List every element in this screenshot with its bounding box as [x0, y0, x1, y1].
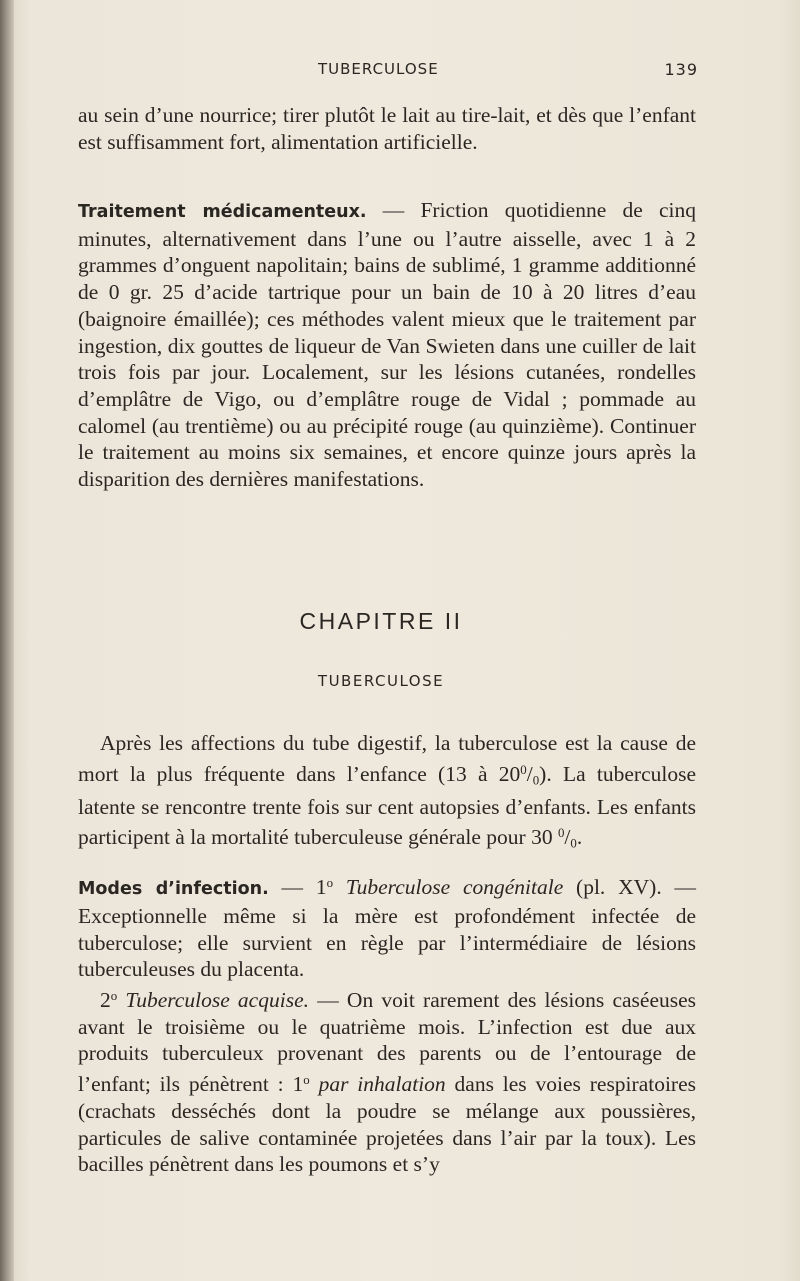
chapter-title: TUBERCULOSE	[317, 672, 445, 690]
paragraph-text	[78, 730, 696, 857]
percent-sign-slash: /	[526, 761, 533, 786]
modes-text-2: — On voit rarement des lésions caséeuses avant le troisième ou le quatrième mois. L’infection est due aux produits tuberculeux provenant des parents ou de l’entourage de l’enfant; ils pénètrent : 1	[78, 988, 697, 1097]
traitement-text: — Friction quotidienne de cinq minutes, alternativement dans l’une ou l’autre aisselle, avec 1 à 2 grammes d’onguent napolitain; bains de sublimé, 1 gramme additionné de 0 gr. 25 d’acide tartrique pour un bain de 10 à 20 litres d’eau (baignoire émaillée); ces méthodes valent mieux que le traitement par ingestion, dix gouttes de liqueur de Van Swieten dans une cuiller de lait trois fois par jour. Localement, sur les lésions cutanées, rondelles d’emplâtre de Vigo, ou d’emplâtre rouge de Vidal ; pommade au calomel (au trentième) ou au précipité rouge (au quinzième). Continuer le traitement au moins six semaines, et encore quinze jours après la disparition des dernières manifestations.	[78, 198, 696, 492]
ordinal-sup: o	[303, 1073, 310, 1088]
italic-congenitale: Tuberculose congénitale	[345, 875, 564, 900]
paragraph-intro	[78, 730, 696, 857]
modes-dash: — 1	[268, 875, 327, 900]
percent-sign-sub: 0	[570, 836, 577, 851]
paragraph-text	[78, 870, 696, 983]
percent-sign-slash: /	[564, 825, 571, 850]
ordinal-sup: o	[326, 876, 334, 890]
chapter-label: CHAPITRE II	[299, 608, 463, 634]
percent-sign-sup: 0	[557, 826, 565, 841]
ordinal-number: 2	[100, 988, 111, 1012]
intro-text-1: Après les affections du tube digestif, la tuberculose est la cause de mort la plus fréquente dans l’enfance (13 à 20	[78, 731, 696, 786]
intro-text-3: .	[576, 825, 583, 850]
modes-text-1: (pl. XV). — Exceptionnelle même si la mère est profondément infectée de tuberculose; elle survient en règle par l’intermédiaire de lésions tuberculeuses du placenta.	[78, 875, 696, 982]
paragraph-text	[78, 197, 696, 493]
intro-text-2: ). La tuberculose latente se rencontre trente fois sur cent autopsies d’enfants. Les enfants participent à la mortalité tuberculeuse générale pour 30	[78, 761, 696, 850]
ordinal-sup: o	[110, 988, 118, 1003]
section-heading-modes: Modes d’infection.	[78, 879, 269, 900]
running-head	[78, 60, 698, 86]
paragraph-traitement	[78, 197, 696, 493]
percent-sign-sub: 0	[532, 773, 540, 788]
paragraph-text: au sein d’une nourrice; tirer plutôt le lait au tire-lait, et dès que l’enfant est suffisamment fort, alimentation artificielle.	[78, 103, 696, 154]
modes-text-3: dans les voies respiratoires (crachats desséchés dont la poudre se mélange aux poussières, particules de salive contaminée projetées dans l’air par la toux). Les bacilles pénètrent dans les poumons et s’y	[78, 1072, 697, 1177]
italic-acquise: Tuberculose acquise.	[125, 988, 309, 1012]
page-number: 139	[664, 60, 698, 79]
section-heading-traitement: Traitement médicamenteux.	[78, 202, 367, 222]
paragraph-continuation	[78, 102, 696, 155]
italic-inhalation: par inhalation	[318, 1072, 446, 1097]
paragraph-text	[78, 983, 696, 1178]
percent-sign-sup: 0	[520, 762, 527, 777]
paragraph-modes	[78, 870, 696, 1178]
book-spine-shadow	[0, 0, 14, 1281]
running-head-title: TUBERCULOSE	[318, 60, 439, 78]
